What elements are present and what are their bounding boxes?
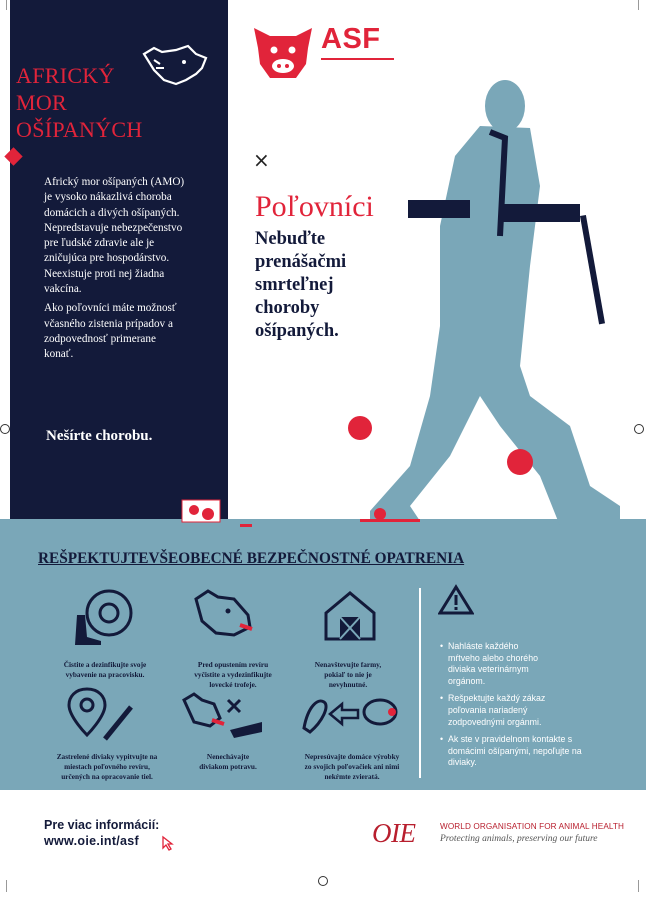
title-line: AFRICKÝ — [16, 63, 115, 88]
text-line: vakcína. — [44, 283, 82, 296]
caption-line: miestach poľovného revíru, — [64, 762, 150, 771]
text-line: Ako poľovníci máte možnosť — [44, 302, 177, 315]
more-info-label: Pre viac informácií: — [44, 818, 160, 832]
pointer-icon — [161, 835, 177, 851]
headline-line: ošípaných. — [255, 321, 339, 341]
warning-triangle-icon — [438, 584, 474, 616]
crop-mark — [6, 880, 7, 892]
list-item — [440, 641, 615, 687]
measure-caption-2 — [168, 660, 298, 690]
sausage-exchange-icon — [300, 692, 400, 738]
text-line: orgánom. — [448, 675, 486, 686]
text-line: mŕtveho alebo chorého — [448, 652, 538, 663]
title-line: OŠÍPANÝCH — [16, 117, 143, 142]
text-line: domácimi ošípanými, nepoľujte na — [448, 745, 582, 756]
intro-paragraph-1 — [44, 175, 214, 297]
asf-logo-text: ASF — [321, 23, 381, 55]
caption-line: zo svojich poľovačiek ani nimi — [304, 762, 400, 771]
text-line: Neexistuje proti nej žiadna — [44, 267, 165, 280]
caption-line: vybavenie na pracovisku. — [65, 670, 145, 679]
registration-mark — [318, 876, 328, 886]
text-line: poľovania nariadený — [448, 704, 528, 715]
oie-logo: OIE — [372, 818, 416, 848]
intro-paragraph-2 — [44, 301, 214, 362]
more-info-link[interactable]: www.oie.int/asf — [44, 834, 140, 848]
measure-caption-4 — [32, 752, 182, 782]
reporting-list — [440, 641, 615, 775]
farm-icon — [320, 585, 380, 645]
audience-subtitle: Poľovníci — [255, 190, 374, 223]
measure-caption-6 — [288, 752, 416, 782]
close-icon: × — [253, 148, 270, 172]
text-line: diviaka veterinárnym — [448, 664, 529, 675]
headline-line: smrteľnej — [255, 275, 334, 295]
call-to-action: Nešírte chorobu. — [46, 428, 153, 444]
headline-line: Nebuďte — [255, 229, 326, 249]
caption-line: Zastrelené diviaky vypitvujte na — [56, 752, 158, 761]
virus-spots-decoration — [180, 498, 270, 528]
caption-line: Čistite a dezinfikujte svoje — [63, 660, 147, 669]
text-line: Nahláste každého — [448, 641, 519, 651]
registration-mark — [634, 424, 644, 434]
measure-caption-3 — [288, 660, 408, 690]
boar-head-icon — [190, 585, 256, 645]
oie-organisation-name: WORLD ORGANISATION FOR ANIMAL HEALTH — [440, 822, 625, 831]
caption-line: pokiaľ to nie je — [324, 670, 372, 679]
no-feeding-icon — [180, 690, 266, 740]
registration-mark — [0, 424, 10, 434]
text-line: diviaky. — [448, 757, 477, 768]
caption-line: Nenechávajte — [206, 752, 250, 761]
caption-line: lovecké trofeje. — [209, 680, 257, 689]
boot-tire-icon — [75, 585, 135, 645]
caption-line: diviakom potravu. — [199, 762, 257, 771]
text-line: zodpovednosť primerane — [44, 332, 156, 345]
crop-mark — [638, 880, 639, 892]
text-line: je vysoko nákazlivá choroba — [44, 191, 172, 204]
caption-line: nevyhnutné. — [328, 680, 368, 689]
intro-text — [44, 175, 214, 367]
text-line: Africký mor ošípaných (AMO) — [44, 176, 185, 188]
crop-mark — [6, 0, 7, 10]
list-item — [440, 693, 615, 728]
text-line: domácich a divých ošípaných. — [44, 206, 180, 219]
title-line: MOR — [16, 90, 68, 115]
list-item — [440, 734, 615, 769]
hunter-illustration — [340, 66, 640, 536]
measures-title: REŠPEKTUJTEVŠEOBECNÉ BEZPEČNOSTNÉ OPATRENIA — [38, 550, 465, 567]
text-line: pre ľudské zdravie ale je — [44, 237, 155, 250]
text-line: včasného zistenia prípadov a — [44, 317, 173, 330]
headline-line: choroby — [255, 298, 320, 318]
caption-line: určených na opracovanie tiel. — [61, 772, 153, 781]
column-divider — [419, 588, 421, 778]
headline-line: prenášačmi — [255, 252, 347, 272]
text-line: Nepredstavuje nebezpečenstvo — [44, 221, 183, 234]
measure-caption-5 — [168, 752, 288, 772]
caption-line: Nenavštevujte farmy, — [314, 660, 382, 669]
text-line: zodpovednými orgánmi. — [448, 716, 542, 727]
caption-line: Pred opustením revíru — [197, 660, 269, 669]
logo-underline — [321, 58, 394, 60]
text-line: Rešpektujte každý zákaz — [448, 693, 546, 704]
oie-tagline: Protecting animals, preserving our future — [440, 834, 598, 844]
crop-mark — [638, 0, 639, 10]
caption-line: vyčistite a vydezinfikujte — [194, 670, 272, 679]
text-line: Ak ste v pravidelnom kontakte s — [448, 734, 573, 745]
text-line: zničujúca pre hospodárstvo. — [44, 252, 170, 265]
location-knife-icon — [65, 685, 135, 745]
measure-caption-1 — [40, 660, 170, 680]
caption-line: nekŕmte zvieratá. — [324, 772, 380, 781]
text-line: konať. — [44, 348, 74, 361]
disease-title — [16, 62, 196, 143]
caption-line: Nepresúvajte domáce výrobky — [304, 752, 400, 761]
pig-logo-icon — [250, 24, 316, 82]
